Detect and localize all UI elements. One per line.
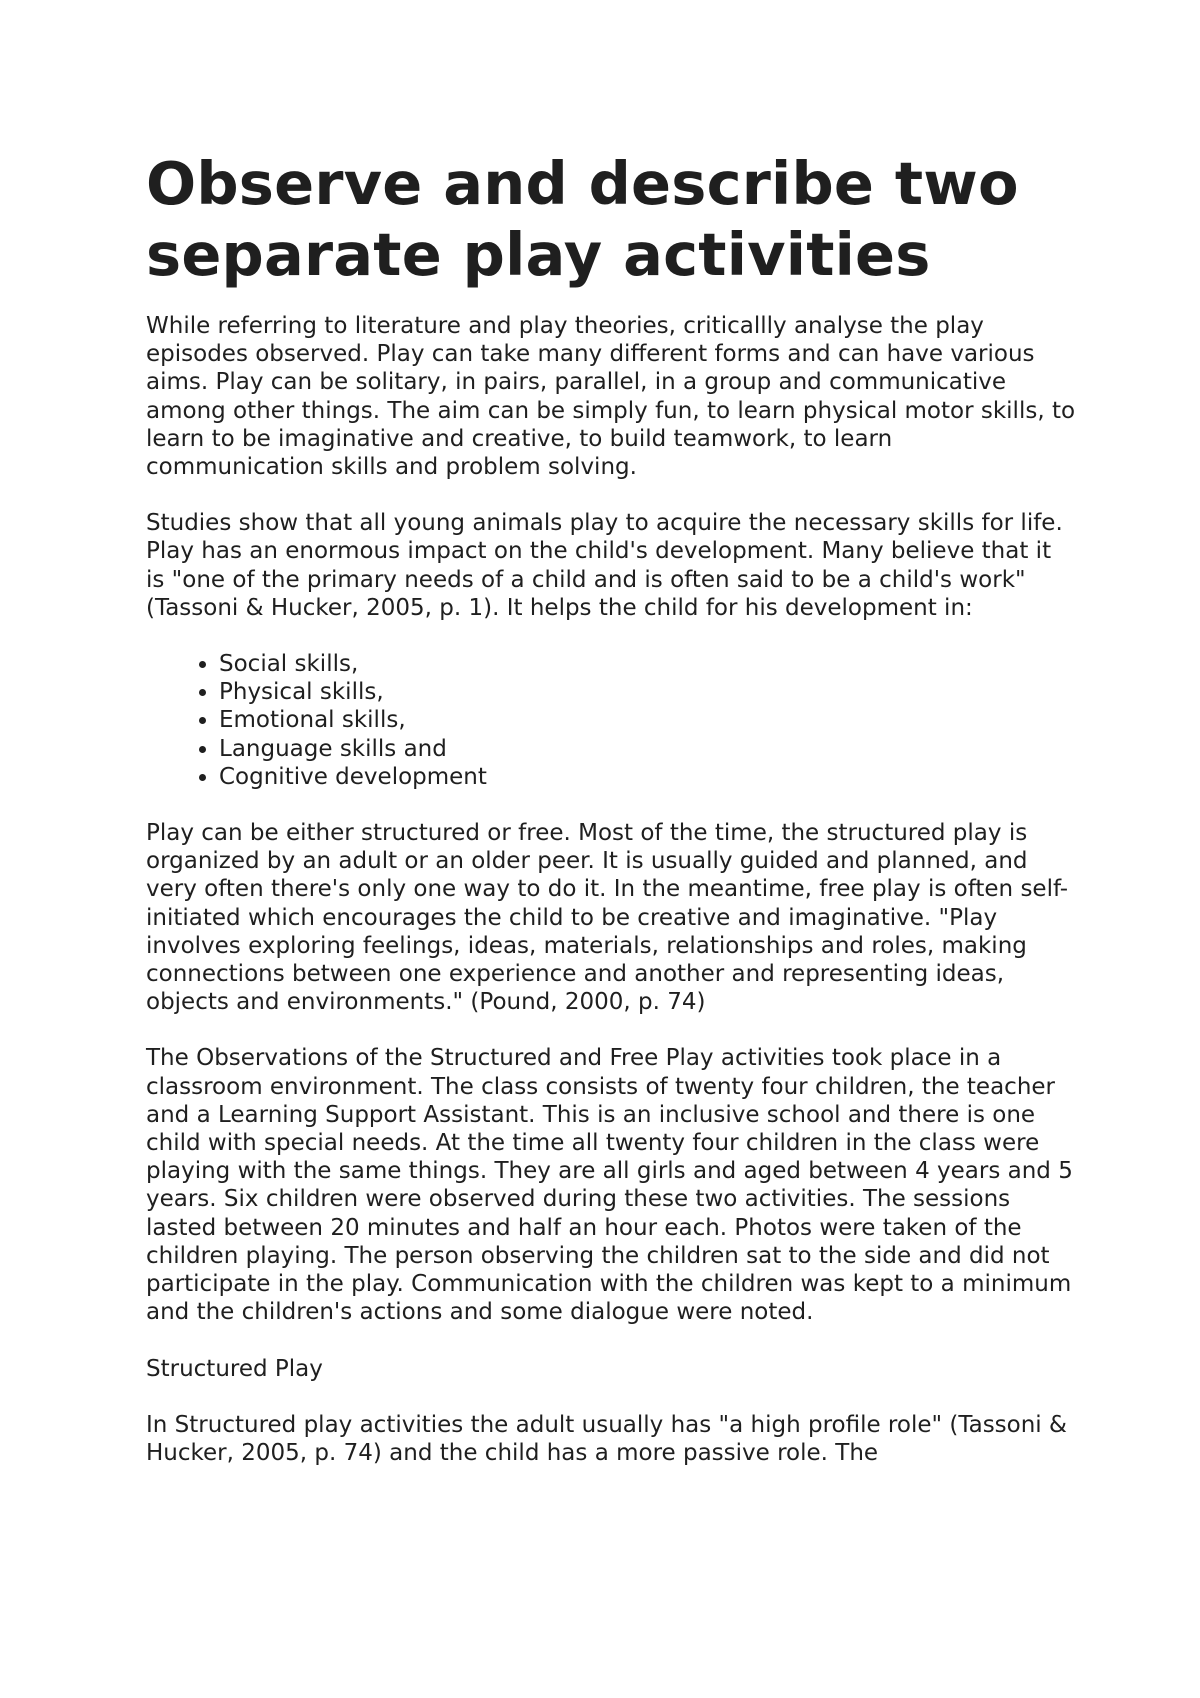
list-item: • Social skills, [219,650,1076,678]
list-item: • Emotional skills, [219,706,1076,734]
list-item: • Cognitive development [219,763,1076,791]
document-page [146,148,1076,1495]
structured-free-paragraph: Play can be either structured or free. Most of the time, the structured play is organized by an adult or an older peer. It is usually guided and planned, and very often there's only one way to do it. In the meantime, free play is often self-initiated which encourages the child to be creative and imaginative. "Play involves exploring feelings, ideas, materials, relationships and roles, making connections between one experience and another and representing ideas, objects and environments." (Pound, 2000, p. 74) [146,820,1069,1016]
list-item: • Language skills and [219,735,1076,763]
structured-play-paragraph: In Structured play activities the adult usually has "a high profile role" (Tassoni & Hucker, 2005, p. 74) and the child has a more passive role. The [146,1411,1067,1466]
observations-paragraph: The Observations of the Structured and Free Play activities took place in a classroom environment. The class consists of twenty four children, the teacher and a Learning Support Assistant. This is an inclusive school and there is one child with special needs. At the time all twenty four children in the class were playing with the same things. They are all girls and aged between 4 years and 5 years. Six children were observed during these two activities. The sessions lasted between 20 minutes and half an hour each. Photos were taken of the children playing. The person observing the children sat to the side and did not participate in the play. Communication with the children was kept to a minimum and the children's actions and some dialogue were noted. [146,1045,1073,1326]
studies-paragraph: Studies show that all young animals play to acquire the necessary skills for life. Play has an enormous impact on the child's development. Many believe that it is "one of the primary needs of a child and is often said to be a child's work" (Tassoni & Hucker, 2005, p. 1). It helps the child for his development in: [146,510,1063,621]
document-title: Observe and describe two separate play activities [146,149,1019,289]
list-item: • Physical skills, [219,678,1076,706]
intro-paragraph: While referring to literature and play theories, criticallly analyse the play episodes observed. Play can take many different forms and can have various aims. Play can be solitary, in pairs, parallel, in a group and communicative among other things. The aim can be simply fun, to learn physical motor skills, to learn to be imaginative and creative, to build teamwork, to learn communication skills and problem solving. [146,313,1076,481]
development-list [146,650,1076,791]
section-heading-structured-play: Structured Play [146,1355,323,1382]
